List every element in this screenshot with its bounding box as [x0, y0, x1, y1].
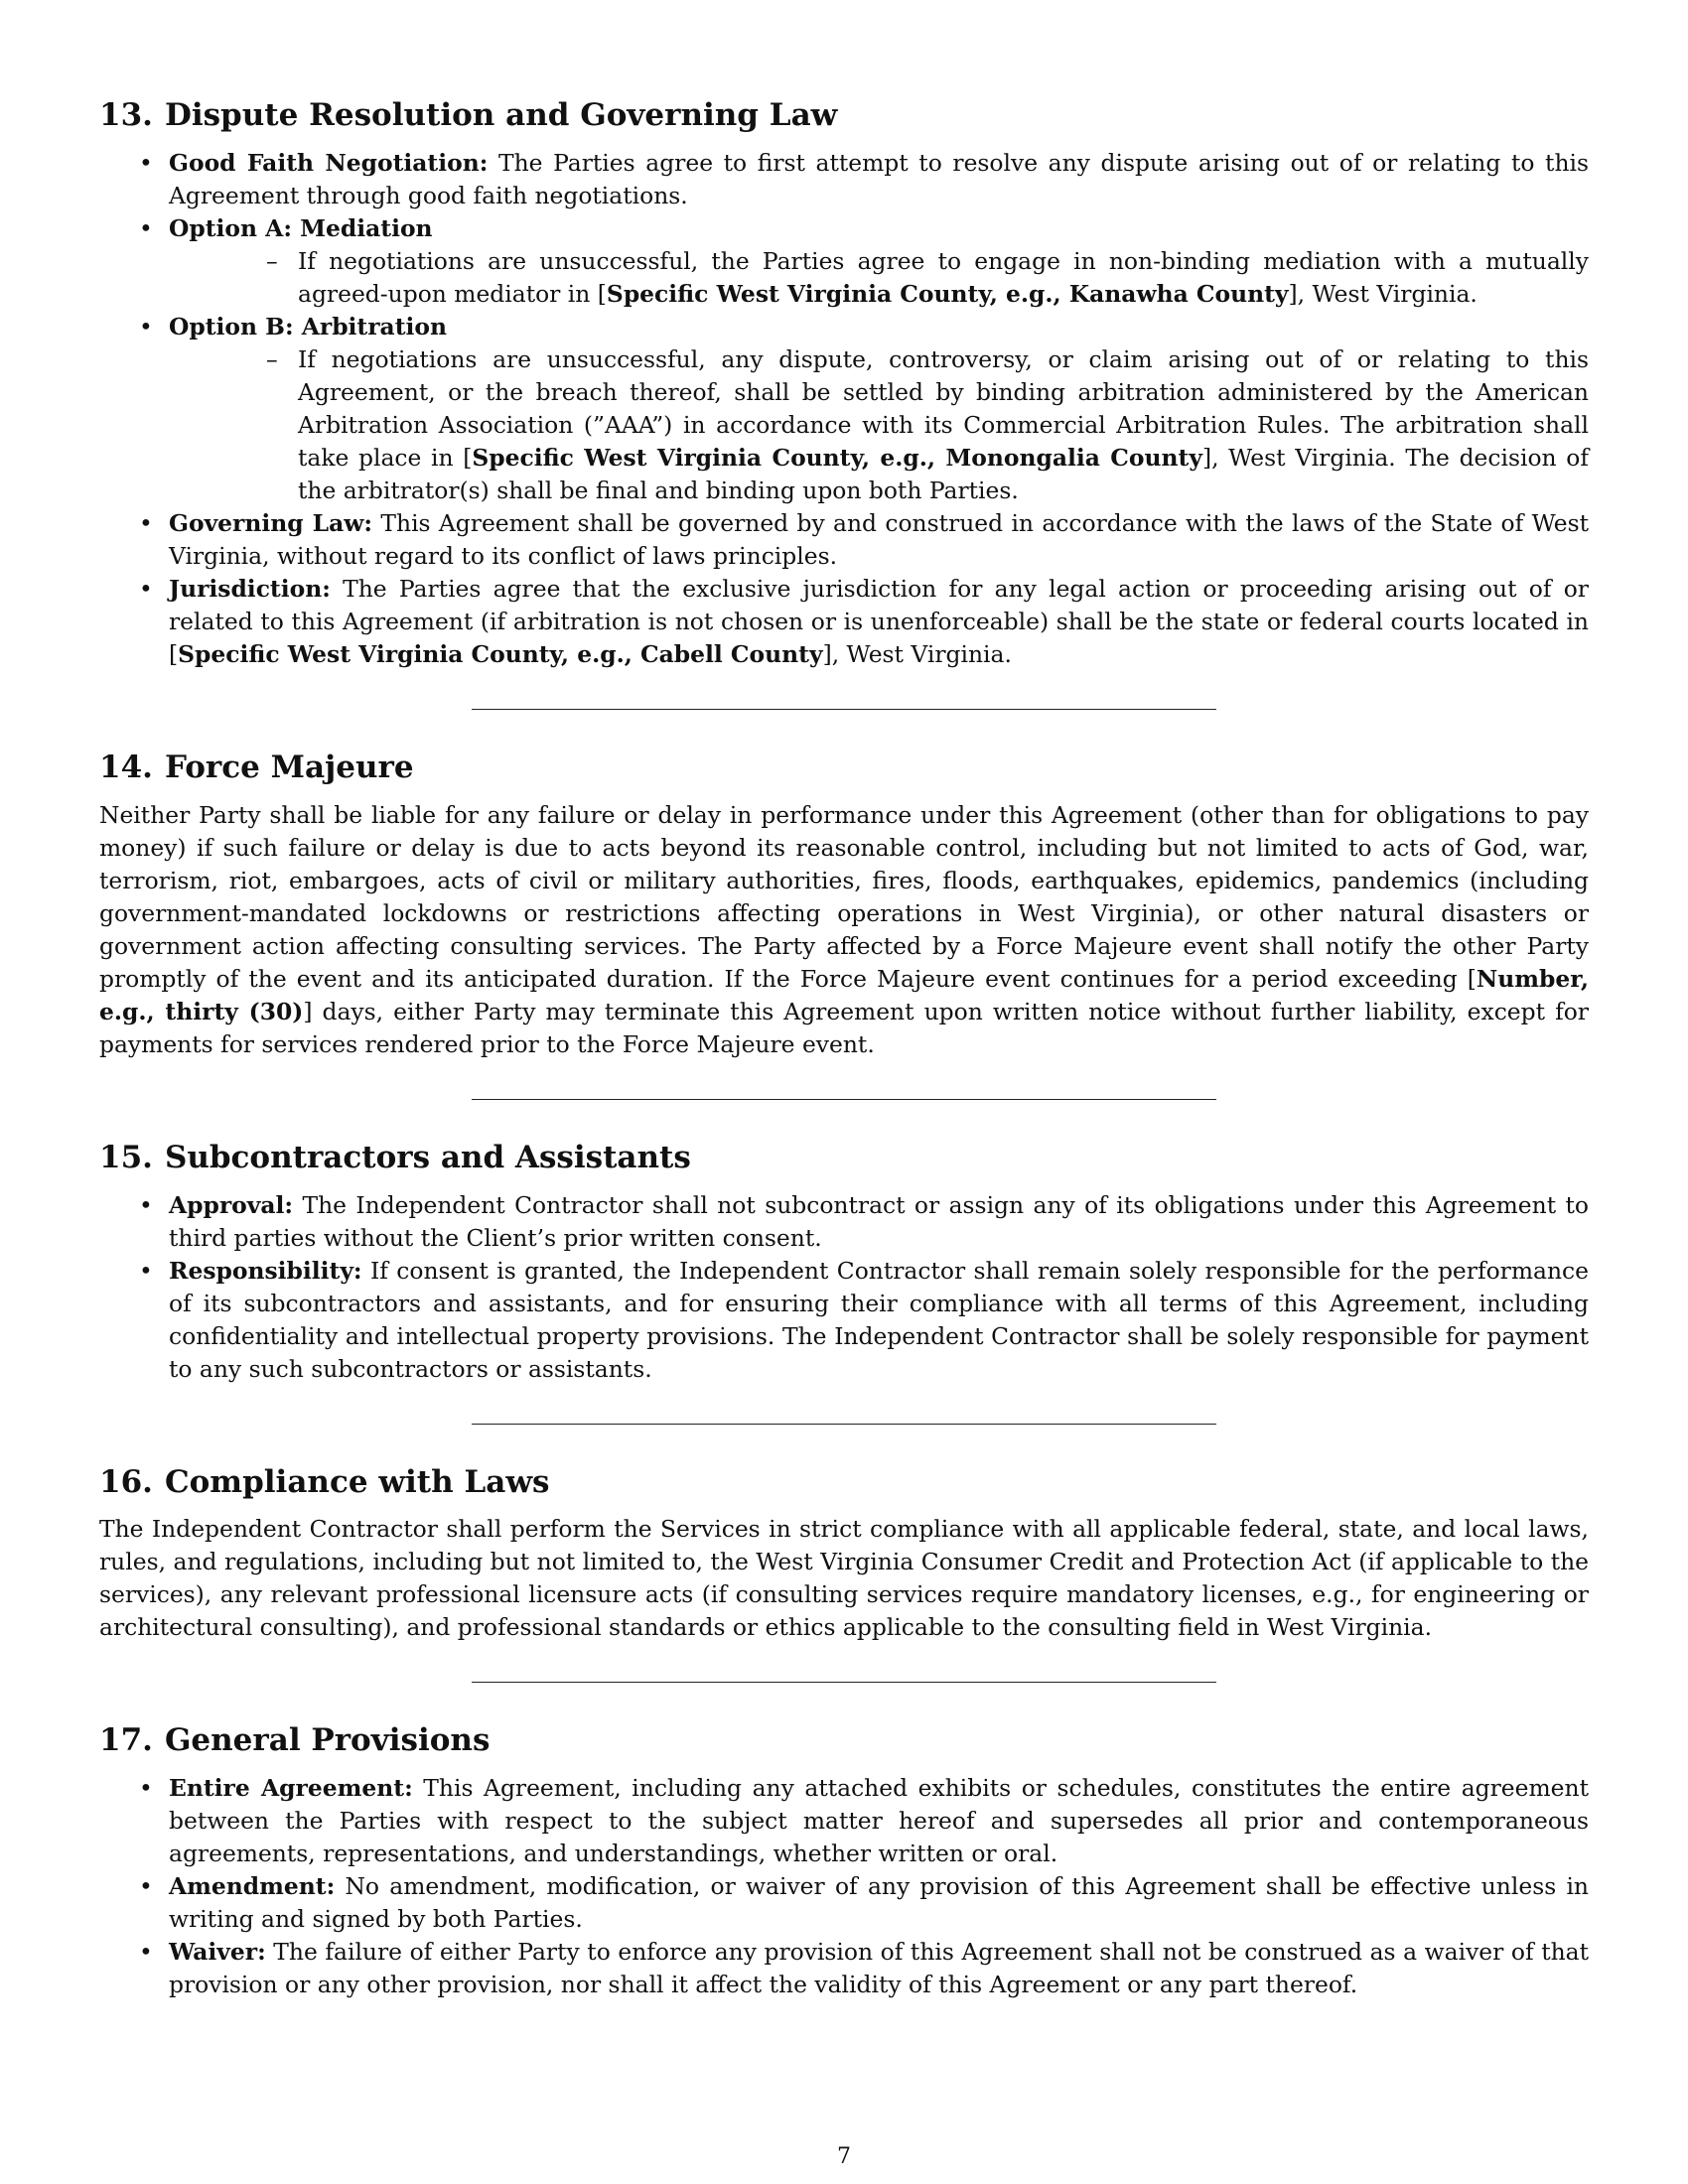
section-16 — [99, 1462, 1589, 1645]
list-item-option-a — [99, 212, 1589, 311]
item-text: ], West Virginia. The decision of the arbitrator(s) shall be final and binding upon both Parties. — [298, 443, 1589, 504]
section-title: Force Majeure — [164, 749, 414, 785]
item-lead: Responsibility: — [169, 1256, 362, 1285]
page-content — [99, 95, 1589, 2001]
list-item-option-b — [99, 311, 1589, 507]
list-item-waiver — [99, 1936, 1589, 2001]
list-item-approval — [99, 1189, 1589, 1255]
section-title: General Provisions — [164, 1722, 491, 1759]
placeholder-text: Specific West Virginia County, e.g., Cabell County — [178, 639, 823, 668]
section-number: 17. — [99, 1722, 153, 1759]
section-divider — [472, 1424, 1216, 1425]
item-lead: Jurisdiction: — [169, 574, 331, 603]
list-item-entire-agreement — [99, 1772, 1589, 1870]
section-14 — [99, 748, 1589, 1061]
item-text: This Agreement shall be governed by and construed in accordance with the laws of the State of West Virginia, without regard to its conflict of laws principles. — [169, 508, 1589, 570]
list-item-amendment — [99, 1870, 1589, 1936]
section-number: 15. — [99, 1139, 153, 1175]
item-text: If consent is granted, the Independent Contractor shall remain solely responsible for the performance of its subcontractors and assistants, and for ensuring their compliance with all terms of this Agreement, including confidentiality and intellectual property provisions. The Independent Contractor shall be solely responsible for payment to any such subcontractors or assistants. — [169, 1256, 1589, 1383]
option-a-sublist — [169, 245, 1589, 311]
section-14-heading — [99, 748, 1589, 789]
item-text: ], West Virginia. — [822, 639, 1012, 668]
section-17-list — [99, 1772, 1589, 2001]
section-15 — [99, 1138, 1589, 1386]
item-lead: Waiver: — [169, 1938, 266, 1967]
paragraph-text: Neither Party shall be liable for any failure or delay in performance under this Agreement (other than for obligations to pay money) if such failure or delay is due to acts beyond its reasonable control, including but not limited to acts of God, war, terrorism, riot, embargoes, acts of civil or military authorities, fires, floods, earthquakes, epidemics, pandemics (including government-mandated lockdowns or restrictions affecting operations in West Virginia), or other natural disasters or government action affecting consulting services. The Party affected by a Force Majeure event shall notify the other Party promptly of the event and its anticipated duration. If the Force Majeure event continues for a period exceeding [ — [99, 800, 1589, 993]
list-item-governing-law — [99, 507, 1589, 573]
compliance-paragraph: The Independent Contractor shall perform the Services in strict compliance with all applicable federal, state, and local laws, rules, and regulations, including but not limited to, the West Virginia Consumer Credit and Protection Act (if applicable to the services), any relevant professional licensure acts (if consulting services require mandatory licenses, e.g., for engineering or architectural consulting), and professional standards or ethics applicable to the consulting field in West Virginia. — [99, 1515, 1589, 1642]
item-text: The failure of either Party to enforce any provision of this Agreement shall not be construed as a waiver of that provision or any other provision, nor shall it affect the validity of this Agreement or any part thereof. — [169, 1938, 1589, 1999]
section-15-list — [99, 1189, 1589, 1386]
list-item-responsibility — [99, 1255, 1589, 1386]
item-text: If negotiations are unsuccessful, the Parties agree to engage in non-binding mediation with a mutually agreed-upon mediator in [ — [298, 246, 1589, 308]
item-lead: Entire Agreement: — [169, 1774, 413, 1803]
placeholder-text: Number, e.g., thirty (30) — [99, 964, 1589, 1025]
item-lead: Governing Law: — [169, 508, 373, 537]
page-number: 7 — [837, 2144, 851, 2169]
section-number: 14. — [99, 749, 153, 785]
section-17 — [99, 1720, 1589, 2001]
section-divider — [472, 1682, 1216, 1683]
sub-item-arbitration — [169, 343, 1589, 507]
sub-item-mediation — [169, 245, 1589, 311]
section-16-heading — [99, 1462, 1589, 1504]
section-title: Dispute Resolution and Governing Law — [164, 97, 838, 133]
force-majeure-paragraph — [99, 799, 1589, 1061]
section-divider — [472, 1099, 1216, 1100]
item-lead: Good Faith Negotiation: — [169, 148, 489, 177]
section-13-list — [99, 147, 1589, 671]
section-17-heading — [99, 1720, 1589, 1762]
placeholder-text: Specific West Virginia County, e.g., Kanawha County — [606, 279, 1289, 308]
item-lead: Approval: — [169, 1190, 294, 1219]
section-title: Subcontractors and Assistants — [164, 1139, 691, 1175]
item-text: The Parties agree to first attempt to resolve any dispute arising out of or relating to this Agreement through good faith negotiations. — [169, 148, 1589, 209]
paragraph-text: ] days, either Party may terminate this Agreement upon written notice without further liability, except for payments for services rendered prior to the Force Majeure event. — [99, 997, 1589, 1058]
option-b-sublist — [169, 343, 1589, 507]
item-text: No amendment, modification, or waiver of any provision of this Agreement shall be effective unless in writing and signed by both Parties. — [169, 1872, 1589, 1934]
section-divider — [472, 709, 1216, 710]
item-text: The Parties agree that the exclusive jurisdiction for any legal action or proceeding arising out of or related to this Agreement (if arbitration is not chosen or is unenforceable) shall be the state or federal courts located in [ — [169, 574, 1589, 668]
item-text: This Agreement, including any attached exhibits or schedules, constitutes the entire agreement between the Parties with respect to the subject matter hereof and supersedes all prior and contemporaneous agreements, representations, and understandings, whether written or oral. — [169, 1774, 1589, 1868]
item-lead: Amendment: — [169, 1872, 336, 1901]
list-item-good-faith-negotiation — [99, 147, 1589, 212]
item-text: If negotiations are unsuccessful, any dispute, controversy, or claim arising out of or relating to this Agreement, or the breach thereof, shall be settled by binding arbitration administered by the American Arbitration Association (”AAA”) in accordance with its Commercial Arbitration Rules. The arbitration shall take place in [ — [298, 344, 1589, 472]
item-lead: Option A: Mediation — [169, 213, 433, 242]
list-item-jurisdiction — [99, 573, 1589, 671]
section-number: 16. — [99, 1463, 153, 1500]
item-lead: Option B: Arbitration — [169, 312, 448, 341]
placeholder-text: Specific West Virginia County, e.g., Monongalia County — [472, 443, 1202, 472]
section-15-heading — [99, 1138, 1589, 1179]
section-title: Compliance with Laws — [164, 1463, 550, 1500]
section-13 — [99, 95, 1589, 671]
item-text: The Independent Contractor shall not subcontract or assign any of its obligations under this Agreement to third parties without the Client’s prior written consent. — [169, 1190, 1589, 1252]
section-13-heading — [99, 95, 1589, 137]
item-text: ], West Virginia. — [1288, 279, 1477, 308]
section-number: 13. — [99, 97, 153, 133]
